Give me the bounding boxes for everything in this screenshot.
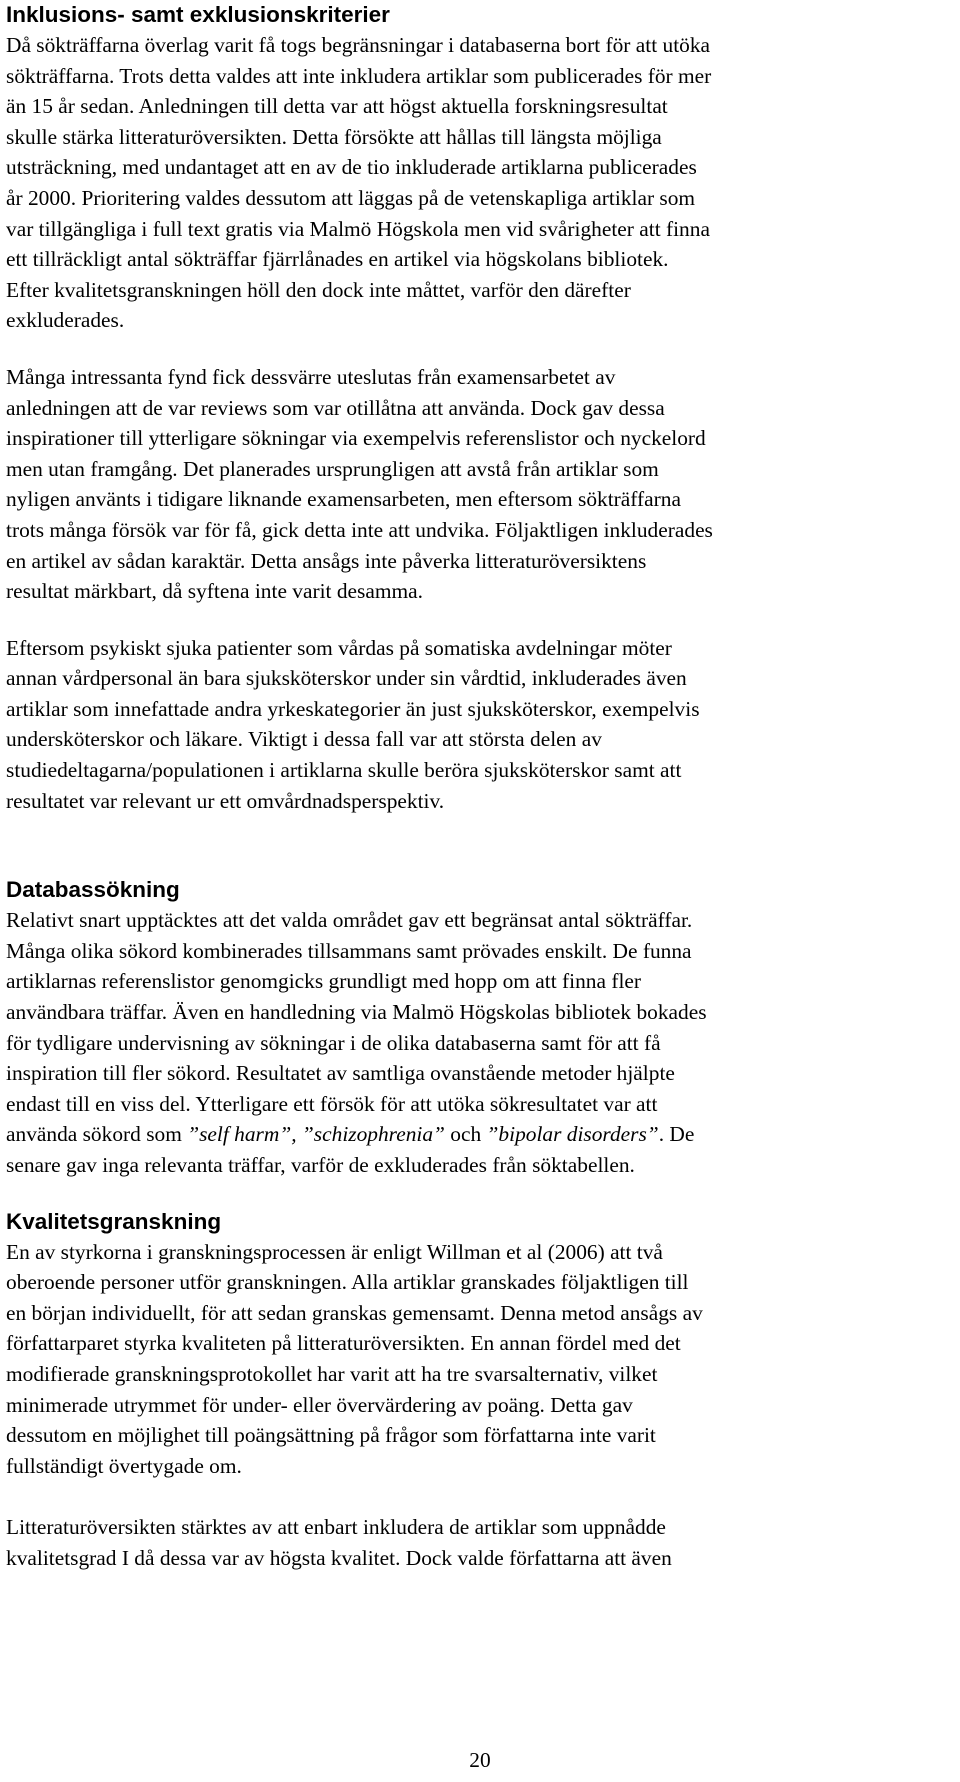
section-spacer [6,816,950,875]
search-term-bipolar-disorders: ”bipolar disorders” [486,1122,659,1147]
paragraph-spacer [6,336,950,362]
paragraph-spacer [6,607,950,633]
paragraph-quality-1: En av styrkorna i granskningsprocessen är enligt Willman et al (2006) att två oberoende personer utför granskningen. Alla artiklar granskades följaktligen till en början individuellt, för att sedan granskas gemensamt. Denna metod ansågs av författarparet styrka kvaliteten på litteraturöversikten. En annan fördel med det modifierade granskningsprotokollet har varit att ha tre svarsalternativ, vilket minimerade utrymmet för under- eller övervärdering av poäng. Detta gav dessutom en möjlighet till poängsättning på frågor som författarna inte varit fullständigt övertygade om. [6,1239,703,1478]
document-page [6,0,950,1574]
paragraph-quality-2: Litteraturöversikten stärktes av att enbart inkludera de artiklar som uppnådde kvalitetsgrad I då dessa var av högsta kvalitet. Dock valde författarna att även [6,1515,672,1570]
heading-database-search: Databassökning [6,877,180,903]
paragraph-database-lines: Relativt snart upptäcktes att det valda området gav ett begränsat antal sökträffar. Många olika sökord kombinerades tillsammans samt prövades enskilt. De funna artiklarnas referenslistor genomgicks grundligt med hopp om att finna fler användbara träffar. Även en handledning via Malmö Högskolas bibliotek bokades för tydligare undervisning av sökningar i de olika databaserna samt för att få inspiration till fler sökord. Resultatet av samtliga ovanstående metoder hjälpte endast till en viss del. Ytterligare ett försök för att utöka sökresultatet var att [6,908,707,1116]
search-term-self-harm-schizophrenia: ”self harm”, ”schizophrenia” [187,1122,445,1147]
search-terms-conjunction: och [444,1122,487,1147]
page-number: 20 [469,1748,491,1772]
heading-inclusion-criteria: Inklusions- samt exklusionskriterier [6,2,390,27]
paragraph-database-1 [6,905,950,1180]
paragraph-inclusion-3: Eftersom psykiskt sjuka patienter som vårdas på somatiska avdelningar möter annan vårdpersonal än bara sjuksköterskor under sin vårdtid, inkluderades även artiklar som innefattade andra yrkeskategorier än just sjuksköterskor, exempelvis undersköterskor och läkare. Viktigt i dessa fall var att största delen av studiedeltagarna/populationen i artiklarna skulle beröra sjuksköterskor samt att resultatet var relevant ur ett omvårdnadsperspektiv. [6,635,700,813]
section-spacer [6,1181,950,1207]
paragraph-inclusion-2: Många intressanta fynd fick dessvärre uteslutas från examensarbetet av anledningen att de var reviews som var otillåtna att använda. Dock gav dessa inspirationer till ytterligare sökningar via exempelvis referenslistor och nyckelord men utan framgång. Det planerades ursprungligen att avstå från artiklar som nyligen använts i tidigare liknande examensarbeten, men eftersom sökträffarna trots många försök var för få, gick detta inte att undvika. Följaktligen inkluderades en artikel av sådan karaktär. Detta ansågs inte påverka litteraturöversiktens resultat märkbart, då syftena inte varit desamma. [6,364,713,604]
paragraph-database-last-line: senare gav inga relevanta träffar, varför de exkluderades från söktabellen. [6,1153,635,1177]
paragraph-spacer [6,1481,950,1512]
heading-quality-review: Kvalitetsgranskning [6,1208,222,1234]
paragraph-inclusion-1: Då sökträffarna överlag varit få togs begränsningar i databaserna bort för att utöka sökträffarna. Trots detta valdes att inte inkludera artiklar som publicerades för mer än 15 år sedan. Anledningen till detta var att högst aktuella forskningsresultat skulle stärka litteraturöversikten. Detta försökte att hållas till längsta möjliga utsträckning, med undantaget att en av de tio inkluderade artiklarna publicerades år 2000. Prioritering valdes dessutom att läggas på de vetenskapliga artiklar som var tillgängliga i full text gratis via Malmö Högskola men vid svårigheter att finna ett tillräckligt antal sökträffar fjärrlånades en artikel via högskolans bibliotek. Efter kvalitetsgranskningen höll den dock inte måttet, varför den därefter exkluderades. [6,33,712,333]
search-terms-sentence-end: . De [658,1122,695,1147]
search-terms-sentence-start: använda sökord som [6,1122,188,1147]
